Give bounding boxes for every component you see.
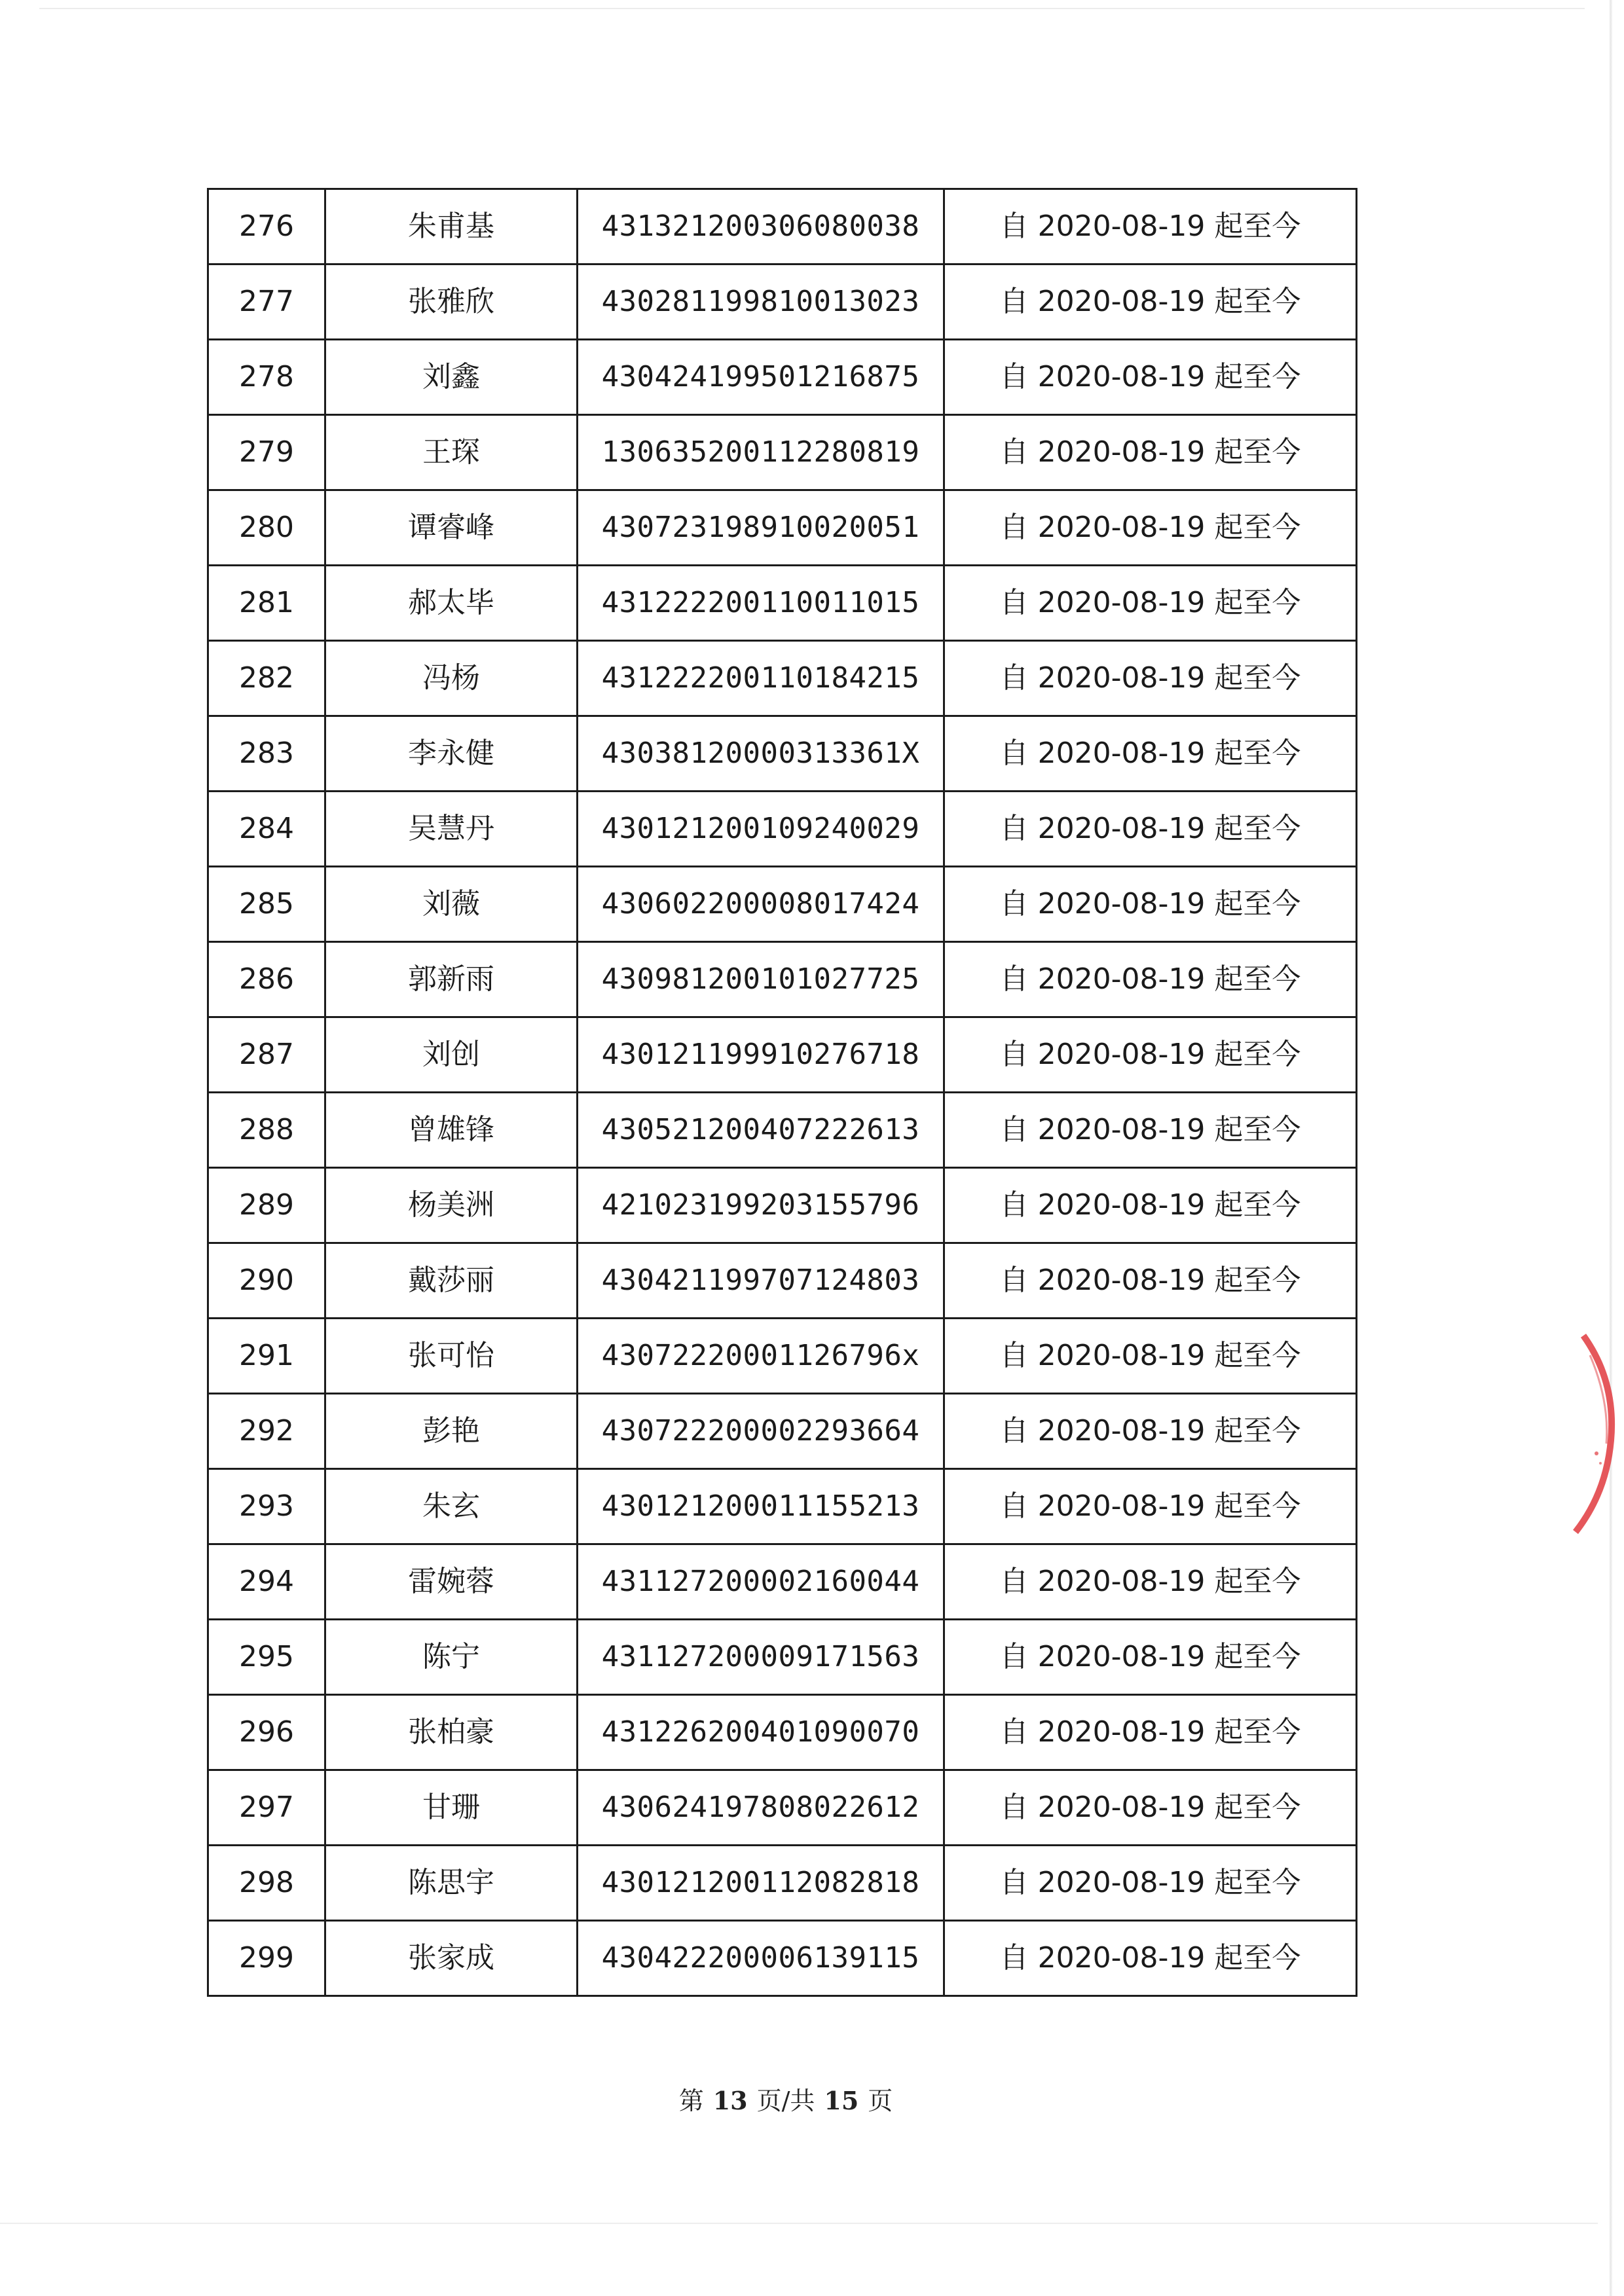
table-row xyxy=(208,1017,1357,1093)
row-seq-cell: 295 xyxy=(208,1620,325,1695)
row-name-cell: 甘珊 xyxy=(325,1770,578,1846)
row-seq-cell: 298 xyxy=(208,1846,325,1921)
row-seq-cell: 283 xyxy=(208,716,325,792)
footer-middle: 页/共 xyxy=(756,2086,815,2115)
row-name-cell: 张可怡 xyxy=(325,1319,578,1394)
row-period-cell: 自 2020-08-19 起至今 xyxy=(944,867,1357,942)
table-row xyxy=(208,867,1357,942)
row-period-cell: 自 2020-08-19 起至今 xyxy=(944,1319,1357,1394)
row-seq-cell: 276 xyxy=(208,189,325,264)
row-period-cell: 自 2020-08-19 起至今 xyxy=(944,1093,1357,1168)
row-seq-cell: 290 xyxy=(208,1243,325,1319)
row-seq-cell: 289 xyxy=(208,1168,325,1243)
row-id-number-cell: 130635200112280819 xyxy=(578,415,944,490)
row-seq-cell: 278 xyxy=(208,340,325,415)
row-id-number-cell: 430281199810013023 xyxy=(578,264,944,340)
red-seal-stamp-fragment xyxy=(1570,1329,1616,1539)
row-seq-cell: 288 xyxy=(208,1093,325,1168)
row-seq-cell: 291 xyxy=(208,1319,325,1394)
row-id-number-cell: 421023199203155796 xyxy=(578,1168,944,1243)
row-name-cell: 王琛 xyxy=(325,415,578,490)
table-row xyxy=(208,566,1357,641)
table-row xyxy=(208,1544,1357,1620)
table-row xyxy=(208,1921,1357,1996)
row-name-cell: 杨美洲 xyxy=(325,1168,578,1243)
row-period-cell: 自 2020-08-19 起至今 xyxy=(944,1469,1357,1544)
row-name-cell: 郭新雨 xyxy=(325,942,578,1017)
row-period-cell: 自 2020-08-19 起至今 xyxy=(944,189,1357,264)
table-row xyxy=(208,1695,1357,1770)
row-name-cell: 张雅欣 xyxy=(325,264,578,340)
row-id-number-cell: 431226200401090070 xyxy=(578,1695,944,1770)
row-id-number-cell: 431222200110011015 xyxy=(578,566,944,641)
row-period-cell: 自 2020-08-19 起至今 xyxy=(944,264,1357,340)
table-row xyxy=(208,1846,1357,1921)
row-id-number-cell: 430121199910276718 xyxy=(578,1017,944,1093)
row-seq-cell: 293 xyxy=(208,1469,325,1544)
row-name-cell: 雷婉蓉 xyxy=(325,1544,578,1620)
row-name-cell: 谭睿峰 xyxy=(325,490,578,566)
table-row xyxy=(208,641,1357,716)
row-name-cell: 张柏豪 xyxy=(325,1695,578,1770)
row-period-cell: 自 2020-08-19 起至今 xyxy=(944,1544,1357,1620)
footer-total-pages: 15 xyxy=(824,2086,859,2115)
row-period-cell: 自 2020-08-19 起至今 xyxy=(944,792,1357,867)
row-period-cell: 自 2020-08-19 起至今 xyxy=(944,641,1357,716)
row-period-cell: 自 2020-08-19 起至今 xyxy=(944,566,1357,641)
row-period-cell: 自 2020-08-19 起至今 xyxy=(944,1168,1357,1243)
row-seq-cell: 279 xyxy=(208,415,325,490)
row-id-number-cell: 431321200306080038 xyxy=(578,189,944,264)
row-period-cell: 自 2020-08-19 起至今 xyxy=(944,1695,1357,1770)
row-period-cell: 自 2020-08-19 起至今 xyxy=(944,1846,1357,1921)
roster-table xyxy=(207,188,1357,1997)
roster-table-body xyxy=(208,189,1357,1996)
row-id-number-cell: 430121200109240029 xyxy=(578,792,944,867)
row-id-number-cell: 431222200110184215 xyxy=(578,641,944,716)
row-id-number-cell: 431127200009171563 xyxy=(578,1620,944,1695)
row-id-number-cell: 431127200002160044 xyxy=(578,1544,944,1620)
table-row xyxy=(208,1394,1357,1469)
row-period-cell: 自 2020-08-19 起至今 xyxy=(944,1394,1357,1469)
row-id-number-cell: 430624197808022612 xyxy=(578,1770,944,1846)
row-id-number-cell: 430722200002293664 xyxy=(578,1394,944,1469)
row-seq-cell: 296 xyxy=(208,1695,325,1770)
row-period-cell: 自 2020-08-19 起至今 xyxy=(944,1243,1357,1319)
row-seq-cell: 297 xyxy=(208,1770,325,1846)
row-seq-cell: 284 xyxy=(208,792,325,867)
row-name-cell: 郝太毕 xyxy=(325,566,578,641)
row-name-cell: 张家成 xyxy=(325,1921,578,1996)
row-id-number-cell: 43038120000313361X xyxy=(578,716,944,792)
row-id-number-cell: 430422200006139115 xyxy=(578,1921,944,1996)
row-name-cell: 刘创 xyxy=(325,1017,578,1093)
row-seq-cell: 287 xyxy=(208,1017,325,1093)
row-name-cell: 吴慧丹 xyxy=(325,792,578,867)
row-name-cell: 曾雄锋 xyxy=(325,1093,578,1168)
row-period-cell: 自 2020-08-19 起至今 xyxy=(944,1017,1357,1093)
row-period-cell: 自 2020-08-19 起至今 xyxy=(944,1620,1357,1695)
row-id-number-cell: 430424199501216875 xyxy=(578,340,944,415)
row-id-number-cell: 43072220001126796x xyxy=(578,1319,944,1394)
row-id-number-cell: 430121200011155213 xyxy=(578,1469,944,1544)
footer-current-page: 13 xyxy=(712,2086,748,2115)
row-period-cell: 自 2020-08-19 起至今 xyxy=(944,716,1357,792)
row-name-cell: 朱玄 xyxy=(325,1469,578,1544)
row-name-cell: 陈宁 xyxy=(325,1620,578,1695)
row-seq-cell: 294 xyxy=(208,1544,325,1620)
row-name-cell: 冯杨 xyxy=(325,641,578,716)
row-seq-cell: 280 xyxy=(208,490,325,566)
row-name-cell: 陈思宇 xyxy=(325,1846,578,1921)
table-row xyxy=(208,490,1357,566)
table-row xyxy=(208,415,1357,490)
row-period-cell: 自 2020-08-19 起至今 xyxy=(944,1921,1357,1996)
row-name-cell: 刘鑫 xyxy=(325,340,578,415)
table-row xyxy=(208,264,1357,340)
row-name-cell: 彭艳 xyxy=(325,1394,578,1469)
row-seq-cell: 286 xyxy=(208,942,325,1017)
row-id-number-cell: 430421199707124803 xyxy=(578,1243,944,1319)
row-name-cell: 李永健 xyxy=(325,716,578,792)
row-period-cell: 自 2020-08-19 起至今 xyxy=(944,340,1357,415)
row-period-cell: 自 2020-08-19 起至今 xyxy=(944,1770,1357,1846)
row-id-number-cell: 430981200101027725 xyxy=(578,942,944,1017)
table-row xyxy=(208,1770,1357,1846)
row-id-number-cell: 430521200407222613 xyxy=(578,1093,944,1168)
table-row xyxy=(208,189,1357,264)
row-name-cell: 刘薇 xyxy=(325,867,578,942)
row-period-cell: 自 2020-08-19 起至今 xyxy=(944,490,1357,566)
scan-edge-right xyxy=(1610,0,1612,2296)
table-row xyxy=(208,1243,1357,1319)
scan-edge-top xyxy=(39,8,1585,9)
row-seq-cell: 285 xyxy=(208,867,325,942)
table-row xyxy=(208,1093,1357,1168)
row-seq-cell: 292 xyxy=(208,1394,325,1469)
table-row xyxy=(208,340,1357,415)
footer-suffix: 页 xyxy=(868,2086,893,2115)
row-id-number-cell: 430602200008017424 xyxy=(578,867,944,942)
row-id-number-cell: 430723198910020051 xyxy=(578,490,944,566)
row-period-cell: 自 2020-08-19 起至今 xyxy=(944,942,1357,1017)
scan-edge-bottom xyxy=(0,2223,1598,2224)
row-id-number-cell: 430121200112082818 xyxy=(578,1846,944,1921)
footer-prefix: 第 xyxy=(678,2086,704,2115)
row-seq-cell: 277 xyxy=(208,264,325,340)
row-period-cell: 自 2020-08-19 起至今 xyxy=(944,415,1357,490)
table-row xyxy=(208,792,1357,867)
table-row xyxy=(208,1319,1357,1394)
page-footer xyxy=(0,2081,1572,2117)
table-row xyxy=(208,1168,1357,1243)
row-seq-cell: 281 xyxy=(208,566,325,641)
table-row xyxy=(208,716,1357,792)
row-seq-cell: 282 xyxy=(208,641,325,716)
table-row xyxy=(208,942,1357,1017)
row-name-cell: 朱甫基 xyxy=(325,189,578,264)
row-seq-cell: 299 xyxy=(208,1921,325,1996)
row-name-cell: 戴莎丽 xyxy=(325,1243,578,1319)
table-row xyxy=(208,1469,1357,1544)
table-row xyxy=(208,1620,1357,1695)
